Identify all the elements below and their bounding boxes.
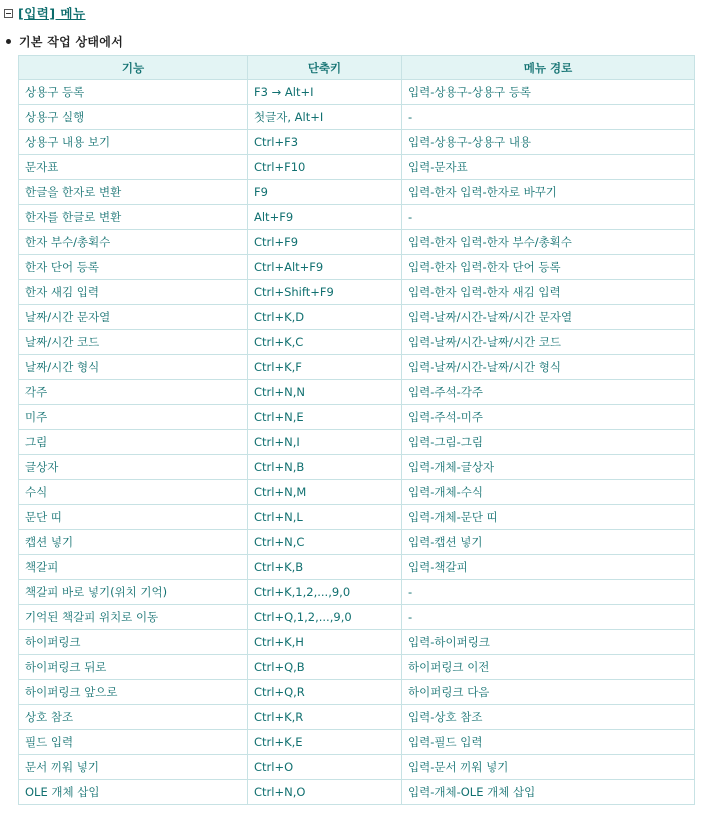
table-body	[19, 80, 695, 805]
table-row	[19, 630, 695, 655]
cell-function: 문자표	[19, 155, 248, 180]
cell-function: 한자 부수/총획수	[19, 230, 248, 255]
cell-menu-path: 입력-상용구-상용구 내용	[402, 130, 695, 155]
table-row	[19, 580, 695, 605]
cell-function: 하이퍼링크 뒤로	[19, 655, 248, 680]
header-row	[19, 56, 695, 80]
header-menu-path: 메뉴 경로	[402, 56, 695, 80]
table-row	[19, 780, 695, 805]
cell-function: 상용구 등록	[19, 80, 248, 105]
cell-menu-path: 입력-그림-그림	[402, 430, 695, 455]
cell-function: 글상자	[19, 455, 248, 480]
cell-shortcut: 첫글자, Alt+I	[248, 105, 402, 130]
cell-function: OLE 개체 삽입	[19, 780, 248, 805]
cell-menu-path: 입력-개체-글상자	[402, 455, 695, 480]
cell-shortcut: Alt+F9	[248, 205, 402, 230]
cell-shortcut: Ctrl+Alt+F9	[248, 255, 402, 280]
cell-menu-path: 입력-하이퍼링크	[402, 630, 695, 655]
section-title-link[interactable]: [입력] 메뉴	[18, 6, 86, 21]
table-row	[19, 255, 695, 280]
cell-function: 책갈피	[19, 555, 248, 580]
table-row	[19, 605, 695, 630]
cell-shortcut: Ctrl+N,C	[248, 530, 402, 555]
cell-function: 기억된 책갈피 위치로 이동	[19, 605, 248, 630]
cell-shortcut: Ctrl+N,L	[248, 505, 402, 530]
cell-shortcut: Ctrl+Q,B	[248, 655, 402, 680]
cell-menu-path: 하이퍼링크 이전	[402, 655, 695, 680]
cell-menu-path: 입력-주석-미주	[402, 405, 695, 430]
cell-function: 캡션 넣기	[19, 530, 248, 555]
cell-shortcut: Ctrl+K,B	[248, 555, 402, 580]
table-row	[19, 380, 695, 405]
cell-shortcut: Ctrl+K,C	[248, 330, 402, 355]
table-row	[19, 655, 695, 680]
table-row	[19, 705, 695, 730]
section-header	[4, 4, 86, 22]
table-row	[19, 105, 695, 130]
cell-function: 상용구 실행	[19, 105, 248, 130]
table-header	[19, 56, 695, 80]
cell-shortcut: F9	[248, 180, 402, 205]
collapse-toggle-icon[interactable]	[4, 9, 13, 18]
cell-shortcut: Ctrl+F10	[248, 155, 402, 180]
cell-function: 각주	[19, 380, 248, 405]
cell-function: 문단 띠	[19, 505, 248, 530]
cell-shortcut: Ctrl+K,1,2,...,9,0	[248, 580, 402, 605]
table-row	[19, 505, 695, 530]
cell-shortcut: Ctrl+N,O	[248, 780, 402, 805]
cell-function: 하이퍼링크 앞으로	[19, 680, 248, 705]
cell-menu-path: 입력-개체-OLE 개체 삽입	[402, 780, 695, 805]
cell-function: 한글을 한자로 변환	[19, 180, 248, 205]
cell-function: 한자 새김 입력	[19, 280, 248, 305]
cell-menu-path: 입력-날짜/시간-날짜/시간 코드	[402, 330, 695, 355]
table-row	[19, 730, 695, 755]
cell-function: 상용구 내용 보기	[19, 130, 248, 155]
cell-menu-path: 입력-문자표	[402, 155, 695, 180]
header-shortcut: 단축키	[248, 56, 402, 80]
cell-menu-path: -	[402, 205, 695, 230]
cell-menu-path: 입력-필드 입력	[402, 730, 695, 755]
table-row	[19, 330, 695, 355]
cell-menu-path: 입력-캡션 넣기	[402, 530, 695, 555]
table-row	[19, 530, 695, 555]
cell-menu-path: 입력-날짜/시간-날짜/시간 문자열	[402, 305, 695, 330]
table-row	[19, 280, 695, 305]
cell-function: 책갈피 바로 넣기(위치 기억)	[19, 580, 248, 605]
table-row	[19, 155, 695, 180]
cell-function: 한자 단어 등록	[19, 255, 248, 280]
cell-function: 상호 참조	[19, 705, 248, 730]
cell-menu-path: 입력-문서 끼워 넣기	[402, 755, 695, 780]
table-row	[19, 180, 695, 205]
cell-menu-path: 입력-한자 입력-한자 단어 등록	[402, 255, 695, 280]
cell-shortcut: Ctrl+N,I	[248, 430, 402, 455]
cell-shortcut: Ctrl+K,E	[248, 730, 402, 755]
cell-function: 날짜/시간 문자열	[19, 305, 248, 330]
table-row	[19, 405, 695, 430]
cell-menu-path: 입력-책갈피	[402, 555, 695, 580]
cell-menu-path: 입력-주석-각주	[402, 380, 695, 405]
bullet-icon	[6, 39, 11, 44]
cell-shortcut: Ctrl+K,R	[248, 705, 402, 730]
table-row	[19, 430, 695, 455]
header-function: 기능	[19, 56, 248, 80]
cell-shortcut: Ctrl+K,H	[248, 630, 402, 655]
cell-shortcut: Ctrl+N,B	[248, 455, 402, 480]
table-row	[19, 555, 695, 580]
cell-menu-path: -	[402, 605, 695, 630]
cell-menu-path: -	[402, 580, 695, 605]
cell-menu-path: 입력-상호 참조	[402, 705, 695, 730]
table-row	[19, 130, 695, 155]
cell-shortcut: Ctrl+N,E	[248, 405, 402, 430]
table-row	[19, 680, 695, 705]
table-row	[19, 305, 695, 330]
cell-function: 날짜/시간 형식	[19, 355, 248, 380]
table-row	[19, 205, 695, 230]
table-row	[19, 480, 695, 505]
cell-menu-path: 입력-개체-수식	[402, 480, 695, 505]
cell-shortcut: Ctrl+N,M	[248, 480, 402, 505]
cell-shortcut: Ctrl+O	[248, 755, 402, 780]
table-row	[19, 355, 695, 380]
cell-shortcut: Ctrl+N,N	[248, 380, 402, 405]
subsection-heading	[4, 33, 123, 49]
cell-shortcut: Ctrl+Q,R	[248, 680, 402, 705]
cell-menu-path: -	[402, 105, 695, 130]
cell-menu-path: 입력-한자 입력-한자로 바꾸기	[402, 180, 695, 205]
cell-shortcut: Ctrl+K,F	[248, 355, 402, 380]
cell-function: 하이퍼링크	[19, 630, 248, 655]
table-row	[19, 80, 695, 105]
cell-shortcut: Ctrl+F3	[248, 130, 402, 155]
cell-menu-path: 입력-개체-문단 띠	[402, 505, 695, 530]
cell-shortcut: Ctrl+F9	[248, 230, 402, 255]
cell-function: 한자를 한글로 변환	[19, 205, 248, 230]
cell-function: 날짜/시간 코드	[19, 330, 248, 355]
cell-shortcut: Ctrl+Shift+F9	[248, 280, 402, 305]
table-row	[19, 455, 695, 480]
cell-function: 문서 끼워 넣기	[19, 755, 248, 780]
cell-menu-path: 입력-한자 입력-한자 부수/총획수	[402, 230, 695, 255]
cell-shortcut: F3 → Alt+I	[248, 80, 402, 105]
cell-menu-path: 하이퍼링크 다음	[402, 680, 695, 705]
table-row	[19, 230, 695, 255]
cell-menu-path: 입력-날짜/시간-날짜/시간 형식	[402, 355, 695, 380]
cell-function: 수식	[19, 480, 248, 505]
cell-menu-path: 입력-한자 입력-한자 새김 입력	[402, 280, 695, 305]
table-row	[19, 755, 695, 780]
cell-shortcut: Ctrl+Q,1,2,...,9,0	[248, 605, 402, 630]
cell-function: 미주	[19, 405, 248, 430]
shortcut-table	[18, 55, 695, 805]
subsection-title: 기본 작업 상태에서	[19, 34, 124, 49]
cell-menu-path: 입력-상용구-상용구 등록	[402, 80, 695, 105]
cell-function: 필드 입력	[19, 730, 248, 755]
cell-shortcut: Ctrl+K,D	[248, 305, 402, 330]
cell-function: 그림	[19, 430, 248, 455]
